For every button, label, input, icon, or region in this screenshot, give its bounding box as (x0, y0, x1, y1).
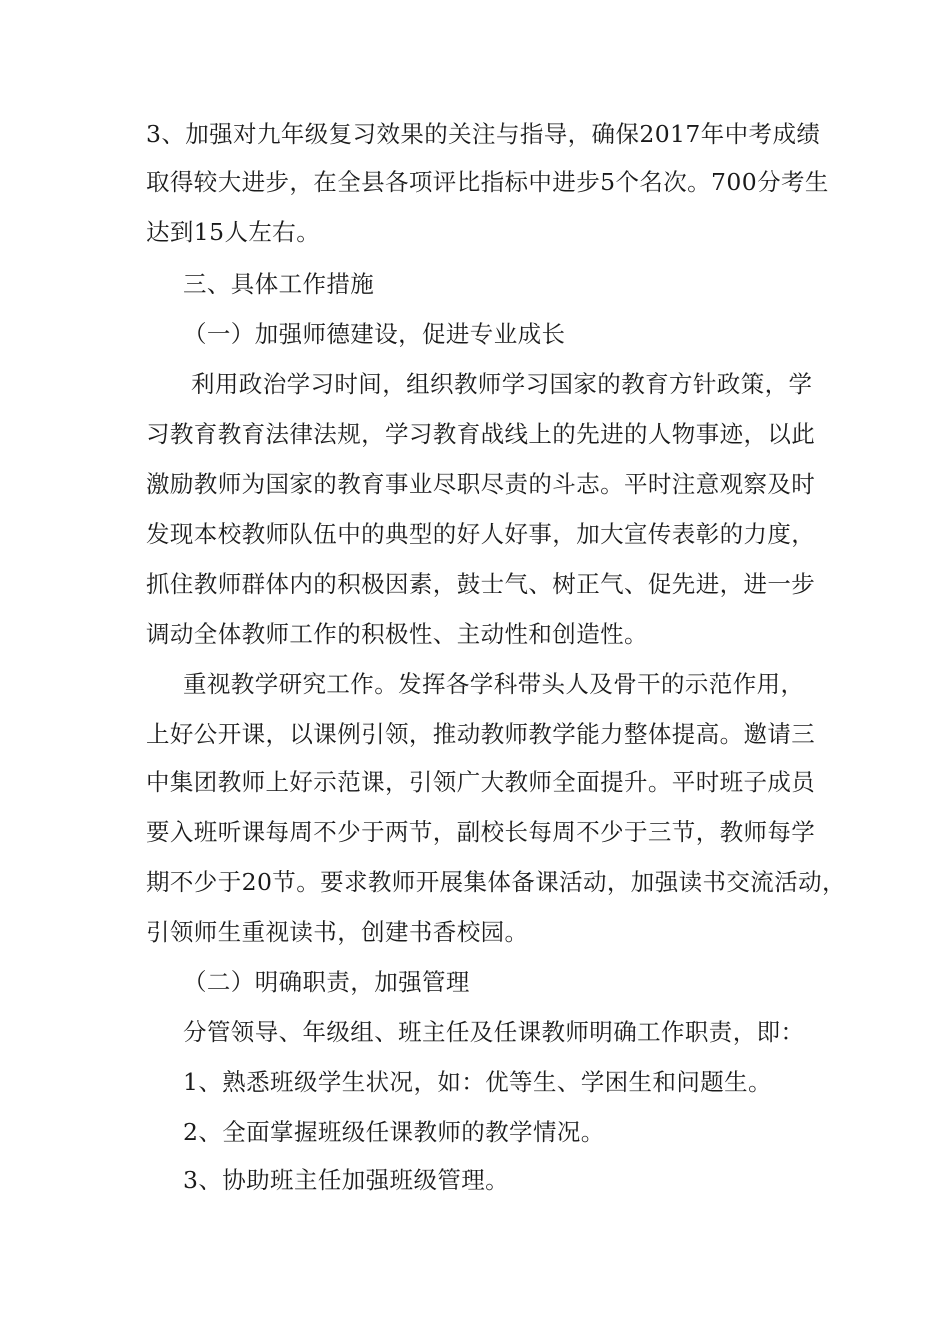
text-line-12: 重视教学研究工作。发挥各学科带头人及骨干的示范作用， (183, 670, 805, 698)
text-line-11: 调动全体教师工作的积极性、主动性和创造性。 (146, 620, 648, 648)
text-line-3: 达到15人左右。 (146, 218, 321, 246)
text-line-13: 上好公开课，以课例引领，推动教师教学能力整体提高。邀请三 (146, 720, 816, 748)
text-line-6: 利用政治学习时间，组织教师学习国家的教育方针政策，学 (191, 370, 813, 398)
text-line-2: 取得较大进步，在全县各项评比指标中进步5个名次。700分考生 (146, 168, 829, 196)
text-line-17: 引领师生重视读书，创建书香校园。 (146, 918, 529, 946)
text-line-7: 习教育教育法律法规，学习教育战线上的先进的人物事迹，以此 (146, 420, 816, 448)
text-line-8: 激励教师为国家的教育事业尽职尽责的斗志。平时注意观察及时 (146, 470, 816, 498)
subsection-heading-2: （二）明确职责，加强管理 (183, 968, 470, 996)
text-line-10: 抓住教师群体内的积极因素，鼓士气、树正气、促先进，进一步 (146, 570, 816, 598)
list-item-3: 3、协助班主任加强班级管理。 (183, 1166, 510, 1194)
text-line-15: 要入班听课每周不少于两节，副校长每周不少于三节，教师每学 (146, 818, 816, 846)
list-item-2: 2、全面掌握班级任课教师的教学情况。 (183, 1118, 605, 1146)
list-item-1: 1、熟悉班级学生状况，如：优等生、学困生和问题生。 (183, 1068, 772, 1096)
section-heading: 三、具体工作措施 (183, 270, 375, 298)
subsection-heading-1: （一）加强师德建设，促进专业成长 (183, 320, 566, 348)
text-line-9: 发现本校教师队伍中的典型的好人好事，加大宣传表彰的力度， (146, 520, 816, 548)
text-line-1: 3、加强对九年级复习效果的关注与指导，确保2017年中考成绩 (146, 120, 821, 148)
text-line-16: 期不少于20节。要求教师开展集体备课活动，加强读书交流活动， (146, 868, 846, 896)
text-line-19: 分管领导、年级组、班主任及任课教师明确工作职责，即： (183, 1018, 805, 1046)
text-line-14: 中集团教师上好示范课，引领广大教师全面提升。平时班子成员 (146, 768, 816, 796)
